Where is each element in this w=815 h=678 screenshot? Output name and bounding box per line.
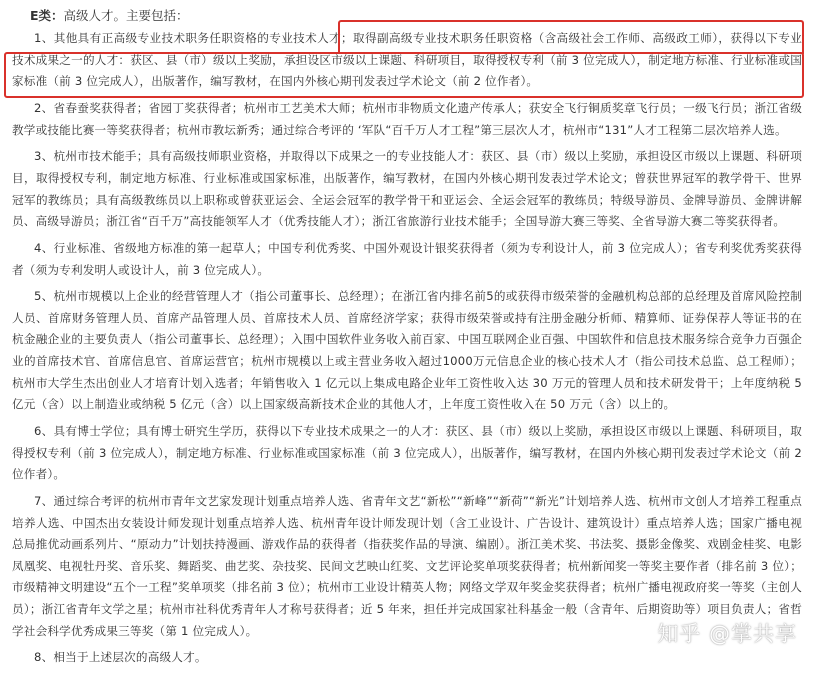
list-item-3: 3、杭州市技术能手；具有高级技师职业资格，并取得以下成果之一的专业技能人才：获区、县（市）级以上奖励，承担设区市级以上课题、科研项目，取得授权专利，制定地方标准、行业标准或国家标准，出版著作，编写教材，在国内外核心期刊发表过学术论文；曾获世界冠军的教学骨干、世界冠军的教练员；具有高级教练员以上职称或曾获亚运会、全运会冠军的教学骨干和亚运会、全运会冠军的教练员；特级导游员、金牌导游员、金牌讲解员、高级导游员；浙江省“百千万”高技能领军人才（优秀技能人才）；浙江省旅游行业技术能手；全国导游大赛三等奖、全省导游大赛二等奖获得者。	[12, 149, 802, 229]
section-heading	[30, 7, 189, 25]
list-item-4: 4、行业标准、省级地方标准的第一起草人；中国专利优秀奖、中国外观设计银奖获得者（须为专利设计人，前 3 位完成人）；省专利奖优秀奖获得者（须为专利发明人或设计人，前 3 位完成人）。	[12, 240, 802, 277]
item-1-highlighted-text: 取得副高级专业技术职务任职资格（含高级社会工作师、高级政工师），获得以下专业技术成果之一的人才：获区、县（市）级以上奖励，承担设区市级以上课题、科研项目，取得授权专利（前 3 位完成人），制定地方标准、行业标准或国家标准（前 3 位完成人），出版著作，编写教材，在国内外核心期刊发表过学术论文（前 2 位作者）。	[12, 31, 802, 89]
list-item-8: 8、相当于上述层次的高级人才。	[34, 650, 207, 665]
list-item-2: 2、省春蚕奖获得者；省园丁奖获得者；杭州市工艺美术大师；杭州市非物质文化遗产传承人；获安全飞行铜质奖章飞行员；一级飞行员；浙江省级教学或技能比赛一等奖获得者；杭州市教坛新秀；通过综合考评的 ‘军队“百千万人才工程”第三层次人才，杭州市“131”人才工程第二层次培养人选。	[12, 100, 802, 137]
list-item-6: 6、具有博士学位；具有博士研究生学历，获得以下专业技术成果之一的人才：获区、县（市）级以上奖励，承担设区市级以上课题、科研项目，取得授权专利（前 3 位完成人），制定地方标准、行业标准或国家标准（前 3 位完成人），出版著作，编写教材，在国内外核心期刊发表过学术论文（前 2 位作者）。	[12, 424, 802, 482]
document-body	[12, 28, 802, 674]
item-1-text: 1、其他具有正高级专业技术职务任职资格的专业技术人才；	[34, 31, 353, 45]
section-title: 高级人才。主要包括：	[63, 8, 189, 23]
zhihu-watermark: 知乎 @掌共享	[657, 622, 797, 646]
list-item-7: 7、通过综合考评的杭州市青年文艺家发现计划重点培养人选、省青年文艺“新松”“新峰”“新荷”“新光”计划培养人选、杭州市文创人才培养工程重点培养人选、中国杰出女装设计师发现计划重点培养人选、杭州青年设计师发现计划（含工业设计、广告设计、建筑设计）重点培养人选；国家广播电视总局推优动画系列片、“原动力”计划扶持漫画、游戏作品的获得者（指获奖作品的导演、编剧）。浙江美术奖、书法奖、摄影金像奖、戏剧金桂奖、电影凤凰奖、电视牡丹奖、音乐奖、舞蹈奖、曲艺奖、杂技奖、民间文艺映山红奖、文艺评论奖单项奖获得者；杭州新闻奖一等奖主要作者（排名前 3 位）；市级精神文明建设“五个一工程”奖单项奖（排名前 3 位）；杭州市工业设计精英人物；网络文学双年奖金奖获得者；杭州广播电视政府奖一等奖（主创人员）；浙江省青年文学之星；杭州市社科优秀青年人才称号获得者；近 5 年来，担任并完成国家社科基金一般（含青年、后期资助等）项目负责人；省哲学社会科学优秀成果三等奖（第 1 位完成人）。	[12, 494, 802, 638]
list-item-5: 5、杭州市规模以上企业的经营管理人才（指公司董事长、总经理）；在浙江省内排名前5的或获得市级荣誉的金融机构总部的总经理及首席风险控制人员、首席财务管理人员、首席产品管理人员、首席技术人员、首席经济学家；获得市级荣誉或持有注册金融分析师、精算师、证券保荐人等证书的在杭金融企业的主要负责人（指公司董事长、总经理）；入围中国软件业务收入前百家、中国互联网企业百强、中国软件和信息技术服务综合竞争力百强企业的首席技术官、首席信息官、首席运营官；杭州市规模以上或主营业务收入超过1000万元信息企业的核心技术人才（指公司技术总监、总工程师）；杭州市大学生杰出创业人才培育计划入选者；年销售收入 1 亿元以上集成电路企业年工资性收入达 30 万元的管理人员和技术研发骨干；上年度纳税 5 亿元（含）以上制造业或纳税 5 亿元（含）以上国家级高新技术企业的其他人才，上年度工资性收入在 50 万元（含）以上的。	[12, 289, 802, 412]
category-label: E类：	[30, 8, 64, 23]
list-item-1	[12, 28, 802, 93]
